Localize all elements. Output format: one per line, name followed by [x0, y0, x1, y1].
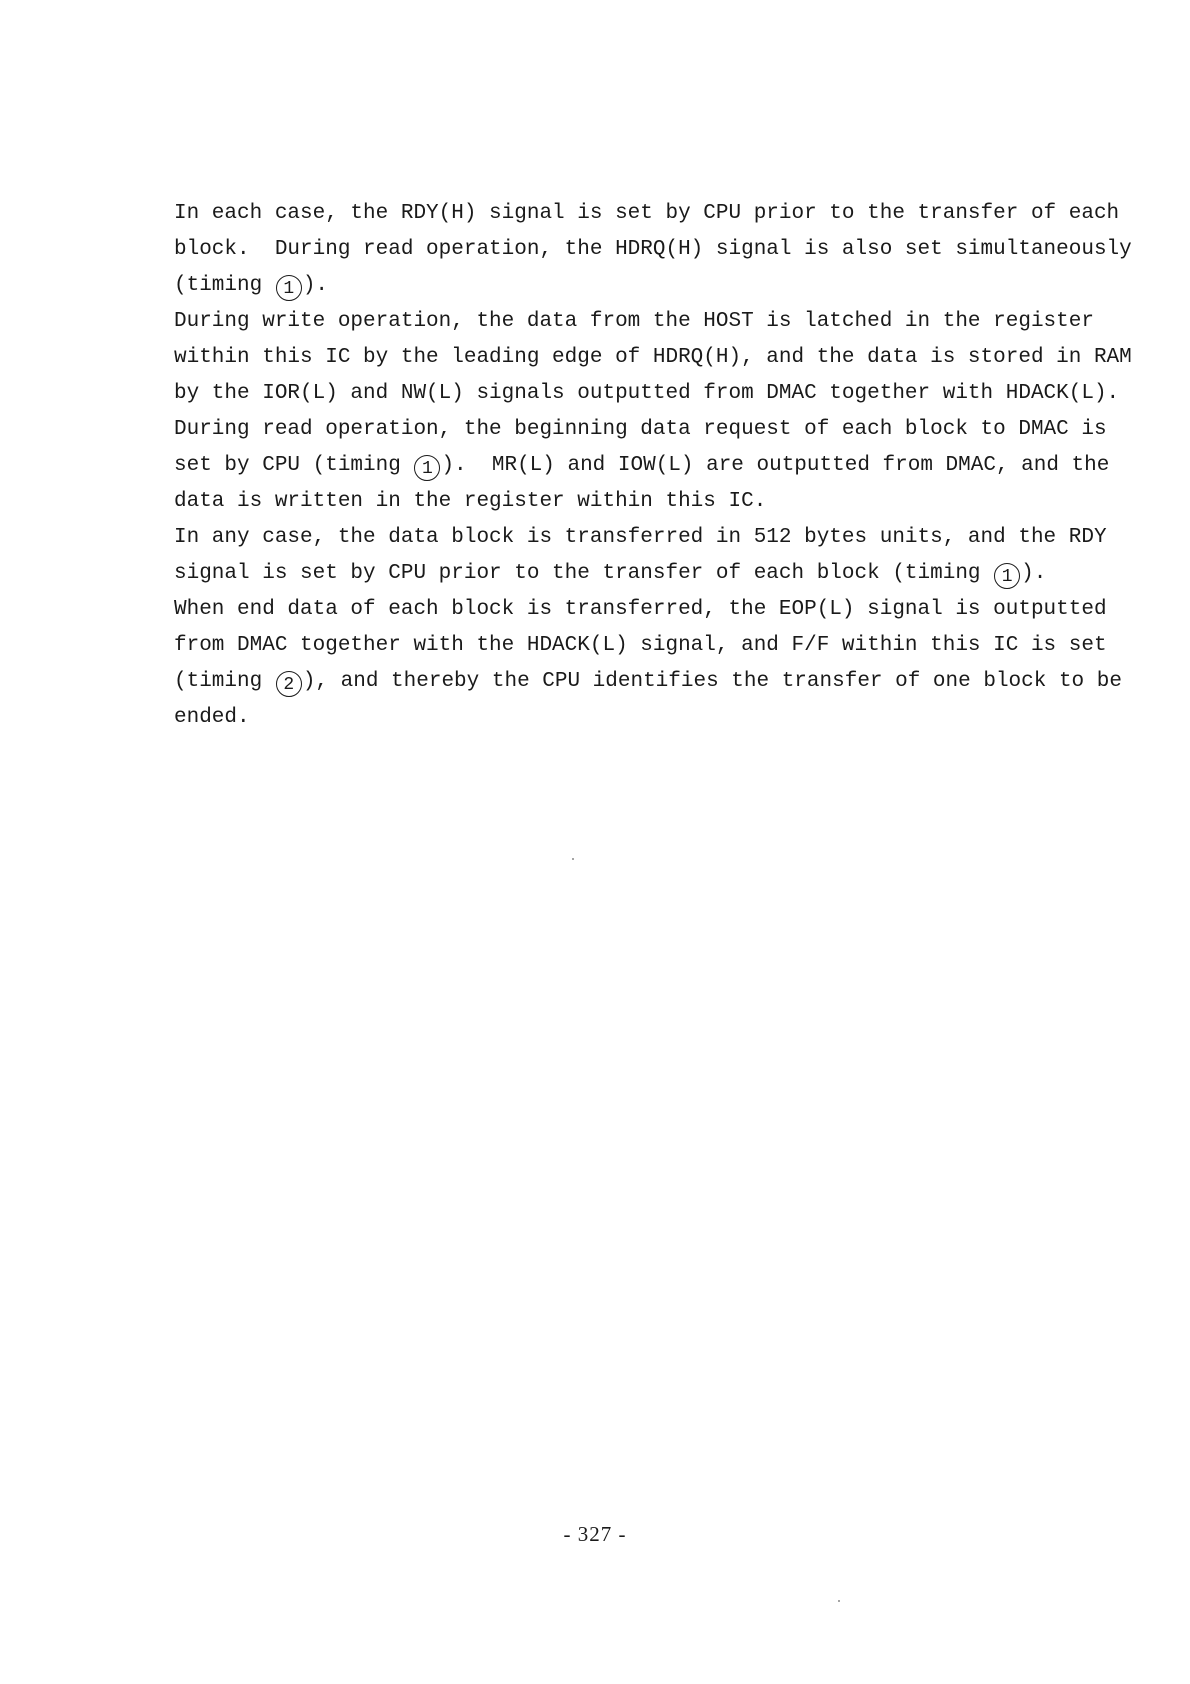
- text-line: by the IOR(L) and NW(L) signals outputted from DMAC together with HDACK(L).: [174, 382, 1120, 405]
- circled-number-1: 1: [276, 275, 302, 301]
- scan-speck: [838, 1600, 840, 1602]
- text-line: set by CPU (timing 1 ). MR(L) and IOW(L) are outputted from DMAC, and the: [174, 454, 1110, 479]
- scan-speck: [572, 858, 574, 860]
- text-line: within this IC by the leading edge of HDRQ(H), and the data is stored in RAM: [174, 346, 1132, 369]
- text-line: (timing 1 ).: [174, 274, 329, 299]
- circled-number-1: 1: [994, 563, 1020, 589]
- text-line: In any case, the data block is transferred in 512 bytes units, and the RDY: [174, 526, 1107, 549]
- text-line: When end data of each block is transferred, the EOP(L) signal is outputted: [174, 598, 1107, 621]
- text-line: In each case, the RDY(H) signal is set by CPU prior to the transfer of each: [174, 202, 1120, 225]
- text-line: During write operation, the data from the HOST is latched in the register: [174, 310, 1094, 333]
- text-line: ended.: [174, 706, 250, 729]
- circled-number-1: 1: [414, 455, 440, 481]
- text-line: data is written in the register within this IC.: [174, 490, 767, 513]
- text-line: signal is set by CPU prior to the transfer of each block (timing 1 ).: [174, 562, 1047, 587]
- text-line: block. During read operation, the HDRQ(H) signal is also set simultaneously: [174, 238, 1132, 261]
- text-line: (timing 2 ), and thereby the CPU identifies the transfer of one block to be: [174, 670, 1122, 695]
- text-line: from DMAC together with the HDACK(L) signal, and F/F within this IC is set: [174, 634, 1107, 657]
- circled-number-2: 2: [276, 671, 302, 697]
- page-number: - 327 -: [563, 1522, 627, 1546]
- text-line: During read operation, the beginning data request of each block to DMAC is: [174, 418, 1107, 441]
- body-text: [174, 196, 1132, 736]
